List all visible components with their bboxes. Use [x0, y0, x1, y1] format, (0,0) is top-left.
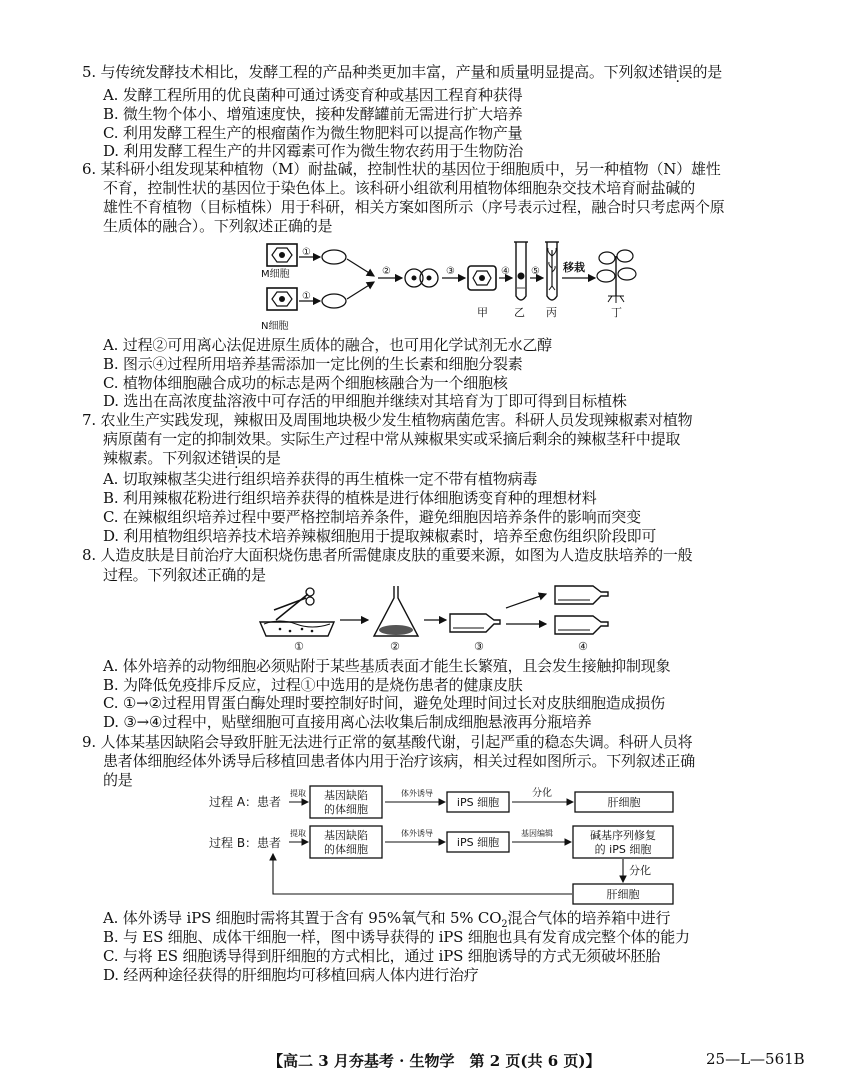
q5-option-a: A. 发酵工程所用的优良菌种可通过诱变育种或基因工程育种获得 — [103, 86, 523, 104]
step4-label: ④ — [501, 266, 510, 277]
q8-option-b: B. 为降低免疫排斥反应，过程①中选用的是烧伤患者的健康皮肤 — [103, 676, 523, 694]
q8-skin-culture-figure — [250, 584, 650, 654]
q9-option-d: D. 经两种途径获得的肝细胞均可移植回病人体内进行治疗 — [103, 966, 479, 984]
q8-stem-line2: 过程。下列叙述正确的是 — [103, 566, 266, 584]
q5-stem: 5. 与传统发酵技术相比，发酵工程的产品种类更加丰富，产量和质量明显提高。下列叙述错误的是 — [82, 63, 723, 81]
fig8-step1: ① — [294, 640, 304, 653]
q9-stem-line1: 9. 人体某基因缺陷会导致肝脏无法进行正常的氨基酸代谢，引起严重的稳态失调。科研人员将 — [82, 733, 693, 751]
plant-icon — [597, 250, 636, 303]
q9-option-a: A. 体外诱导 iPS 细胞时需将其置于含有 95%氧气和 5% $CO_2$混合气体的培养箱中进行 — [103, 909, 671, 930]
conical-flask-icon — [374, 586, 418, 636]
q7-option-a: A. 切取辣椒茎尖进行组织培养获得的再生植株一定不带有植物病毒 — [103, 470, 538, 488]
q8-option-d: D. ③→④过程中，贴壁细胞可直接用离心法收集后制成细胞悬液再分瓶培养 — [103, 713, 592, 731]
test-tube-callus-icon — [514, 242, 528, 300]
q6-stem-line2: 不育，控制性状的基因位于染色体上。该科研小组欲利用植物体细胞杂交技术培育耐盐碱的 — [103, 179, 696, 197]
q7-stem-line3: 辣椒素。下列叙述错误的是 — [103, 449, 281, 467]
process-a-defect-line1: 基因缺陷 — [324, 789, 368, 802]
n-cell-label: N细胞 — [261, 321, 289, 332]
page-footer: 【高二 3 月夯基考 · 生物学 第 2 页(共 6 页)】 — [268, 1052, 601, 1070]
n-cell-icon — [267, 288, 297, 310]
process-a-extract: 提取 — [290, 789, 306, 798]
fig8-step2: ② — [390, 640, 400, 653]
q7-option-b: B. 利用辣椒花粉进行组织培养获得的植株是进行体细胞诱变育种的理想材料 — [103, 489, 597, 507]
q9-ips-flow-figure — [205, 784, 685, 906]
q9-option-b: B. 与 ES 细胞、成体干细胞一样，图中诱导获得的 iPS 细胞也具有发育成完整个体的能力 — [103, 928, 690, 946]
q6-option-d: D. 选出在高浓度盐溶液中可存活的甲细胞并继续对其培育为丁即可得到目标植株 — [103, 392, 627, 410]
process-b-defect-line1: 基因缺陷 — [324, 829, 368, 842]
process-a-induce: 体外诱导 — [401, 789, 433, 798]
process-b-ips: iPS 细胞 — [456, 836, 500, 849]
step5-label: ⑤ — [531, 266, 540, 277]
q9-option-c: C. 与将 ES 细胞诱导得到肝细胞的方式相比，通过 iPS 细胞诱导的方式无须破坏胚胎 — [103, 947, 661, 965]
process-b-diff: 分化 — [629, 864, 651, 877]
q7-option-d: D. 利用植物组织培养技术培养辣椒细胞用于提取辣椒素时，培养至愈伤组织阶段即可 — [103, 527, 657, 545]
label-bing: 丙 — [546, 306, 557, 319]
q6-stem-line4: 生质体的融合）。下列叙述正确的是 — [103, 217, 333, 235]
q6-option-b: B. 图示④过程所用培养基需添加一定比例的生长素和细胞分裂素 — [103, 355, 523, 373]
q8-stem-line1: 8. 人造皮肤是目前治疗大面积烧伤患者所需健康皮肤的重要来源，如图为人造皮肤培养的一般 — [82, 546, 693, 564]
process-b-label: 过程 B：患者 — [209, 836, 282, 850]
process-b-repair-line1: 碱基序列修复 — [590, 829, 656, 842]
q5-option-c: C. 利用发酵工程生产的根瘤菌作为微生物肥料可以提高作物产量 — [103, 124, 523, 142]
step1-top: ① — [302, 247, 311, 258]
q8-option-a: A. 体外培养的动物细胞必须贴附于某些基质表面才能生长繁殖，且会发生接触抑制现象 — [103, 657, 671, 675]
label-yi: 乙 — [514, 306, 525, 319]
step3-label: ③ — [446, 266, 455, 277]
process-a-ips: iPS 细胞 — [456, 796, 500, 809]
q6-option-c: C. 植物体细胞融合成功的标志是两个细胞核融合为一个细胞核 — [103, 374, 508, 392]
label-ding: 丁 — [611, 306, 622, 319]
step1-bottom: ① — [302, 291, 311, 302]
m-cell-label: M细胞 — [261, 269, 290, 280]
q5-option-b: B. 微生物个体小、增殖速度快，接种发酵罐前无需进行扩大培养 — [103, 105, 523, 123]
process-b-edit: 基因编辑 — [521, 829, 553, 838]
q5-option-d: D. 利用发酵工程生产的井冈霉素可作为微生物农药用于生物防治 — [103, 142, 524, 160]
process-a-diff: 分化 — [532, 788, 552, 799]
process-b-induce: 体外诱导 — [401, 829, 433, 838]
q7-stem-line2: 病原菌有一定的抑制效果。实际生产过程中常从辣椒果实或采摘后剩余的辣椒茎秆中提取 — [103, 430, 681, 448]
process-a-liver: 肝细胞 — [607, 796, 641, 809]
process-b-liver: 肝细胞 — [606, 888, 640, 901]
process-a-label: 过程 A：患者 — [209, 795, 282, 809]
exam-code: 25—L—561B — [706, 1050, 805, 1068]
protoplast-n-icon — [322, 294, 346, 308]
culture-bottles-split-icon — [555, 586, 608, 634]
label-jia: 甲 — [477, 306, 488, 319]
q6-stem-line3: 雄性不育植物（目标植株）用于科研，相关方案如图所示（序号表示过程，融合时只考虑两个原 — [103, 198, 725, 216]
q9-stem-line3: 的是 — [103, 771, 133, 789]
process-a-defect-line2: 的体细胞 — [324, 803, 368, 816]
q7-stem-line1: 7. 农业生产实践发现，辣椒田及周围地块极少发生植物病菌危害。科研人员发现辣椒素对植物 — [82, 411, 693, 429]
process-b-extract: 提取 — [290, 829, 306, 838]
hybrid-cell-icon — [468, 266, 496, 290]
culture-bottle-icon — [450, 614, 500, 632]
q9-stem-line2: 患者体细胞经体外诱导后移植回患者体内用于治疗该病，相关过程如图所示。下列叙述正确 — [103, 752, 696, 770]
fig8-step4: ④ — [578, 640, 588, 653]
process-b-defect-line2: 的体细胞 — [324, 843, 368, 856]
protoplast-m-icon — [322, 250, 346, 264]
tissue-dish-scissors-icon — [260, 588, 334, 636]
q6-hybridization-figure — [250, 238, 650, 334]
fig8-step3: ③ — [474, 640, 484, 653]
fusing-protoplasts-icon — [405, 269, 438, 287]
q7-option-c: C. 在辣椒组织培养过程中要严格控制培养条件，避免细胞因培养条件的影响而突变 — [103, 508, 641, 526]
process-b-repair-line2: 的 iPS 细胞 — [594, 843, 652, 856]
transplant-label: 移栽 — [563, 261, 585, 274]
q8-option-c: C. ①→②过程用胃蛋白酶处理时要控制好时间，避免处理时间过长对皮肤细胞造成损伤 — [103, 694, 665, 712]
test-tube-seedling-icon — [545, 242, 559, 300]
step2-label: ② — [382, 266, 391, 277]
q6-stem-line1: 6. 某科研小组发现某种植物（M）耐盐碱，控制性状的基因位于细胞质中，另一种植物（N）雄性 — [82, 160, 721, 178]
q6-option-a: A. 过程②可用离心法促进原生质体的融合，也可用化学试剂无水乙醇 — [103, 336, 552, 354]
m-cell-icon — [267, 244, 297, 266]
